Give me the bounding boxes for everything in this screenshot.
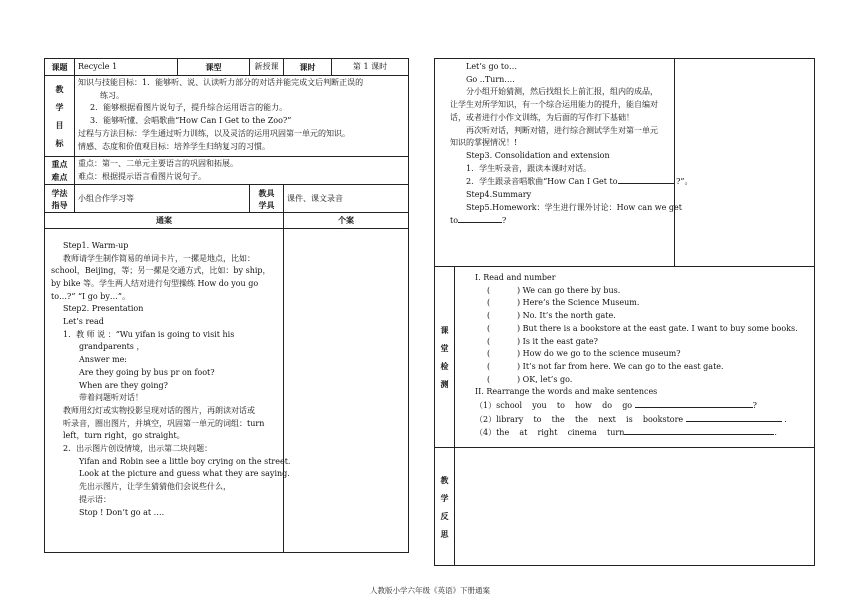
- continued-personal-plan: [675, 59, 815, 267]
- method-value: 小组合作学习等: [75, 185, 250, 213]
- list-item: ( ) No. It’s the north gate.: [487, 311, 616, 321]
- reflection-content: [455, 448, 815, 566]
- objectives-label: 教 学 目 标: [45, 76, 75, 157]
- body-row: [45, 228, 409, 552]
- personal-plan-body: [284, 228, 409, 552]
- list-item: ( ) Is it the east gate?: [487, 336, 598, 346]
- type-label: 课型: [178, 59, 250, 76]
- keypoints-content: 重点：第一、二单元主要语言的巩固和拓展。 难点：根据提示语言看图片说句子。: [75, 157, 409, 185]
- song-blank: [618, 175, 674, 184]
- objectives-row: [45, 76, 409, 157]
- keypoints-row: [45, 157, 409, 185]
- list-item: ( ) But there is a bookstore at the east gate. I want to buy some books.: [487, 323, 798, 333]
- continued-row: [435, 59, 815, 267]
- lesson-plan-left: [44, 58, 409, 553]
- objectives-content: 知识与技能目标：1．能够听、说、认读听力部分的对话并能完成文后判断正误的 练习。 2．能够根据看图片说句子，提升综合运用语言的能力。 3．能够听懂、会唱歌曲“How Can I Get to the Zoo?” 过程与方法目标：学生通过听力训练，以及灵活的运用巩固第一单元的知识。 情感、态度和价值观目标：培养学生归纳复习的习惯。: [75, 76, 409, 157]
- part2-title: II. Rearrange the words and make sentences: [475, 387, 658, 397]
- reflection-row: [435, 448, 815, 566]
- period-label: 课时: [284, 59, 332, 76]
- list-item: ( ) It’s not far from here. We can go to the east gate.: [487, 361, 724, 371]
- type-value: 新授课: [250, 59, 284, 76]
- tools-value: 课件、课文录音: [284, 185, 409, 213]
- reflection-label: 教 学 反 思: [435, 448, 455, 566]
- tools-label: 教具 学具: [250, 185, 284, 213]
- method-label: 学法 指导: [45, 185, 75, 213]
- header-row: [45, 59, 409, 76]
- classtest-content: [455, 267, 815, 448]
- continued-common-plan: Let’s go to… Go ..Turn…. 分小组开始猜测，然后找组长上前汇报，组内的成品， 让学生对所学知识，有一个综合运用能力的提升，能自编对 话，或者进行小作文训练，为后面的写作打下基础！ 再次听对话，判断对错，进行综合测试学生对第一单元 知识的掌握情况！! Step3. Consolidation and extension 1．学生听录音，跟读本课时对话。 2．学生跟录音唱歌曲“How Can I Get to ?”。 Step4.Summary Step5.Homework：学生进行课外讨论：How can we get to ?: [435, 59, 675, 267]
- rearrange-item: （1）school you to how do go ?: [475, 401, 757, 411]
- period-value: 第 1 课时: [332, 59, 409, 76]
- topic-label: 课题: [45, 59, 75, 76]
- rearrange-item: （2）library to the the next is bookstore .: [475, 414, 787, 424]
- keypoints-label: 重点 难点: [45, 157, 75, 185]
- list-item: ( ) We can go there by bus.: [487, 285, 621, 295]
- common-plan-header: 通案: [45, 213, 284, 228]
- classtest-row: [435, 267, 815, 448]
- topic-value: Recycle 1: [75, 59, 178, 76]
- homework-blank: [458, 214, 502, 223]
- lesson-plan-right: [434, 58, 815, 566]
- list-item: ( ) How do we go to the science museum?: [487, 349, 681, 359]
- page-footer: 人教版小学六年级《英语》下册通案: [370, 586, 490, 595]
- list-item: ( ) OK, let’s go.: [487, 374, 573, 384]
- personal-plan-header: 个案: [284, 213, 409, 228]
- classtest-label: 课 堂 检 测: [435, 267, 455, 448]
- part1-title: I. Read and number: [475, 273, 556, 282]
- common-plan-body: Step1. Warm-up 教师请学生制作简易的单词卡片，一摞是地点，比如： school，Beijing，等；另一摞是交通方式，比如：by ship， by bike 等。学生两人结对进行句型操练 How do you go to…?” “I go by…”。 Step2. Presentation Let’s read 1．教 师 说 ：“Wu yifan is going to visit his grandparents ， Answer me: Are they going by bus pr on foot? When are they going? 带着问题听对话！ 教师用幻灯或实物投影呈现对话的图片，再朗读对话或 听录音，圈出图片，并填空，巩固第一单元的词组：turn left，turn right，go straight。 2．出示图片创设情境，出示第二块问题： Yifan and Robin see a little boy crying on the street. Look at the picture and guess what they are saying. 先出示图片，让学生猜猜他们会说些什么， 提示语： Stop ! Don’t go at ….: [45, 228, 284, 552]
- method-row: [45, 185, 409, 213]
- list-item: ( ) Here’s the Science Museum.: [487, 298, 640, 308]
- rearrange-item: （4）the at right cinema turn .: [475, 428, 777, 438]
- columns-row: [45, 213, 409, 228]
